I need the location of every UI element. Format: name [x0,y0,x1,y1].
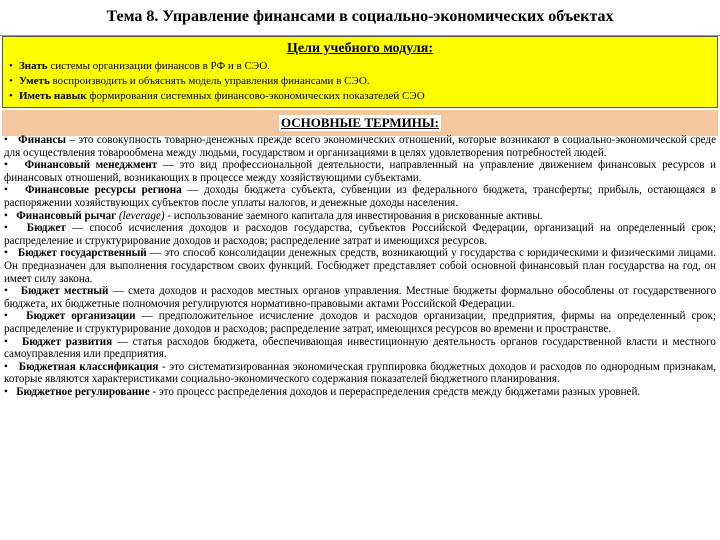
term-name: Финансовый менеджмент [24,159,158,172]
term-item [4,222,716,247]
term-name: Бюджет развития [21,335,113,348]
terms-band [2,110,718,136]
term-name: Бюджет местный [20,285,109,298]
bullet-icon: • [4,184,8,197]
term-definition: - это процесс распределения доходов и перераспределения средств между бюджетами разных уровней. [149,385,641,398]
term-item [4,361,716,386]
goals-heading: Цели учебного модуля: [287,41,433,56]
goal-label: Знать [19,60,48,72]
term-definition: — доходы бюджета субъекта, субвенции из федерального бюджета, трансферты; прибыль, остающаяся в распоряжении хозяйствующих субъектов после уплаты налогов, и денежные доходы населения. [4,184,716,209]
term-name: Бюджет организации [26,310,136,323]
term-definition: — статья расходов бюджета, обеспечивающая инвестиционную деятельность органов государственной власти и местного самоуправления или предприятия. [4,335,716,361]
page-title: Тема 8. Управление финансами в социально-экономических объектах [0,0,720,36]
term-item [4,285,716,310]
bullet-icon: • [4,222,8,235]
bullet-icon: • [4,247,8,260]
bullet-icon: • [4,159,8,172]
term-definition: — предположительное исчисление доходов и расходов организации, предприятия, фирмы на определенный срок; распределение и структурирование доходов и расходов; распределение затрат, имеющихся ресурсов во времени и пространстве. [4,310,716,335]
term-name: Бюджетная классификация [18,360,159,373]
terms-heading: ОСНОВНЫЕ ТЕРМИНЫ: [281,115,439,130]
bullet-icon: • [4,335,8,348]
term-definition: — смета доходов и расходов местных органов управления. Местные бюджеты формально обособлены от государственного бюджета, их бюджетные полномочия регулируются нормативно-правовыми актами Российской Федерации. [4,285,716,310]
term-item [4,247,716,285]
bullet-icon: • [4,385,8,398]
goal-text: воспроизводить и объяснять модель управления финансами в СЭО. [49,75,370,87]
term-item [4,184,716,209]
term-name: Финансы [18,134,67,146]
goal-text: системы организации финансов в РФ и в СЭО. [47,60,270,72]
term-aside: (leverage) [116,209,165,222]
bullet-icon: • [9,90,13,102]
term-item [4,134,716,159]
term-item [4,386,716,399]
goal-item [9,89,717,104]
bullet-icon: • [4,209,8,222]
term-definition: – это совокупность товарно-денежных прежде всего экономических отношений, которые возникают в социально-экономической среде для осуществления товарообмена между людьми, государством и организациями в целях удовлетворения потребностей людей. [4,134,716,159]
term-item [4,336,716,361]
goal-label: Уметь [19,75,50,87]
goal-text: формирования системных финансово-экономических показателей СЭО [86,90,425,102]
goal-item [9,74,717,89]
term-definition: — это вид профессиональной деятельности, направленный на управление движением финансовых ресурсов и финансовых отношений, возникающих в процессе между хозяйствующими субъектами. [4,159,716,184]
terms-list [4,134,716,398]
term-name: Бюджет [26,222,66,235]
term-definition: - использование заемного капитала для инвестирования в рискованные активы. [164,209,543,222]
term-item [4,310,716,335]
bullet-icon: • [4,134,8,146]
bullet-icon: • [4,310,8,323]
term-definition: — способ исчисления доходов и расходов государства, субъектов Российской Федерации, организаций на определенный срок; распределение и структурирование доходов и расходов; распределение затрат и имеющихся ресурсов. [4,222,716,247]
bullet-icon: • [9,60,13,72]
goals-list [3,59,717,104]
term-item [4,159,716,184]
term-name: Финансовый рычаг [16,209,117,222]
term-name: Бюджет государственный [17,247,147,260]
goals-box [2,36,718,108]
bullet-icon: • [4,285,8,298]
term-definition: - это систематизированная экономическая группировка бюджетных доходов и расходов по однородным признакам, которые являются характеристиками социально-экономического содержания показателей бюджетного планирования. [4,360,716,386]
term-name: Финансовые ресурсы региона [24,184,182,197]
term-definition: — это способ консолидации денежных средств, возникающий у государства с юридическими и физическими лицами. Он предназначен для выполнения государством своих функций. Госбюджет представляет собой основной финансовый план государства на год, он имеет силу закона. [4,247,716,285]
bullet-icon: • [9,75,13,87]
term-name: Бюджетное регулирование [16,385,150,398]
term-item [4,210,716,223]
goal-item [9,59,717,74]
bullet-icon: • [4,360,8,373]
goal-label: Иметь навык [19,90,87,102]
